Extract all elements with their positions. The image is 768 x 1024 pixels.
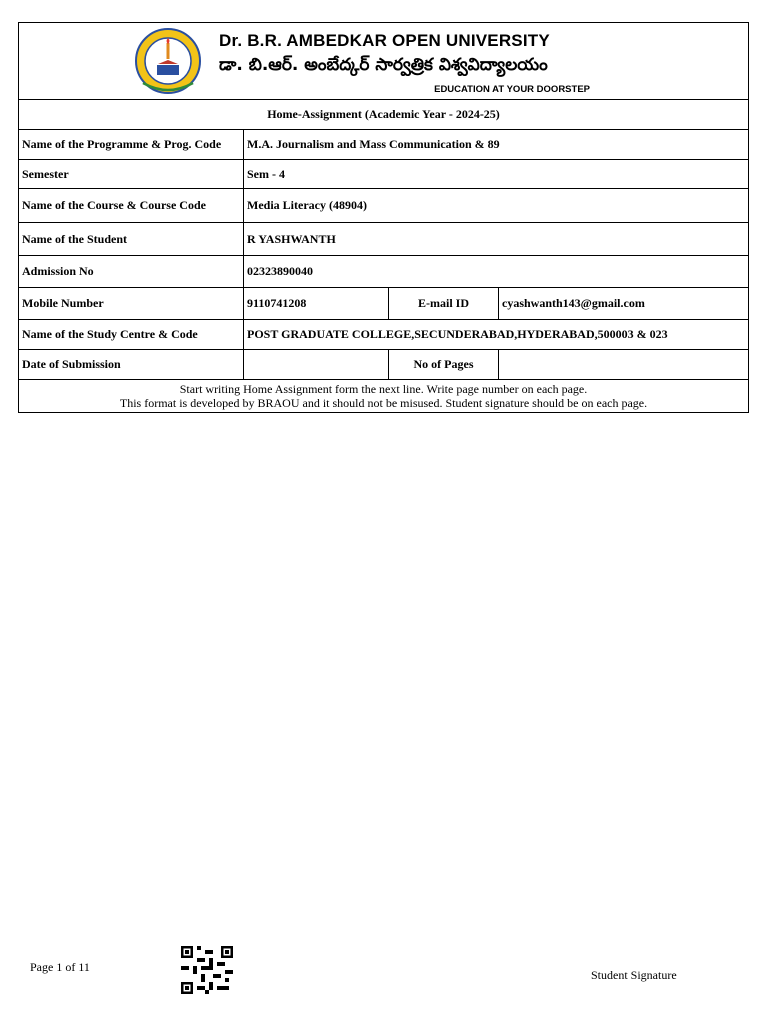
field-value[interactable]: 02323890040: [247, 264, 313, 278]
university-tagline: EDUCATION AT YOUR DOORSTEP: [434, 84, 590, 95]
study-centre-value[interactable]: POST GRADUATE COLLEGE,SECUNDERABAD,HYDERABAD,500003 & 023: [247, 327, 668, 341]
email-label: E-mail ID: [389, 288, 499, 319]
university-name-english: Dr. B.R. AMBEDKAR OPEN UNIVERSITY: [219, 31, 550, 50]
field-label: Semester: [19, 160, 244, 188]
field-label: Name of the Course & Course Code: [19, 189, 244, 222]
student-signature-label: Student Signature: [591, 968, 677, 982]
field-label: Name of the Student: [19, 223, 244, 255]
contact-row: [19, 288, 748, 320]
instruction-line: This format is developed by BRAOU and it should not be misused. Student signature should be on each page.: [119, 396, 648, 410]
pages-label: No of Pages: [389, 350, 499, 379]
email-value[interactable]: cyashwanth143@gmail.com: [502, 296, 645, 310]
field-value[interactable]: M.A. Journalism and Mass Communication & 89: [247, 137, 500, 151]
submission-date-label: Date of Submission: [19, 350, 244, 379]
field-label: Admission No: [19, 256, 244, 287]
submission-row: [19, 350, 748, 380]
field-label: Name of the Programme & Prog. Code: [19, 130, 244, 159]
university-seal-icon: [133, 27, 203, 95]
qr-code-icon: [181, 946, 233, 994]
assignment-form: [18, 22, 749, 413]
admission-row: [19, 256, 748, 288]
study-centre-label: Name of the Study Centre & Code: [19, 320, 244, 349]
course-row: [19, 189, 748, 223]
study-centre-row: [19, 320, 748, 350]
field-value[interactable]: Media Literacy (48904): [247, 198, 367, 212]
field-value[interactable]: Sem - 4: [247, 166, 285, 181]
page-number: Page 1 of 11: [30, 960, 90, 974]
instruction-line: Start writing Home Assignment form the next line. Write page number on each page.: [179, 382, 588, 396]
university-name-telugu: డా. బి.ఆర్. అంబేద్కర్ సార్వత్రిక విశ్వవిద్యాలయం: [219, 55, 548, 75]
mobile-value[interactable]: 9110741208: [244, 288, 389, 319]
instructions: [19, 380, 748, 412]
student-row: [19, 223, 748, 256]
semester-row: [19, 160, 748, 189]
university-header: [19, 23, 748, 100]
programme-row: [19, 130, 748, 160]
pages-value[interactable]: [499, 350, 748, 379]
field-value[interactable]: R YASHWANTH: [247, 231, 336, 246]
submission-date-value[interactable]: [244, 350, 389, 379]
mobile-label: Mobile Number: [19, 288, 244, 319]
form-title: Home-Assignment (Academic Year - 2024-25): [19, 100, 748, 130]
